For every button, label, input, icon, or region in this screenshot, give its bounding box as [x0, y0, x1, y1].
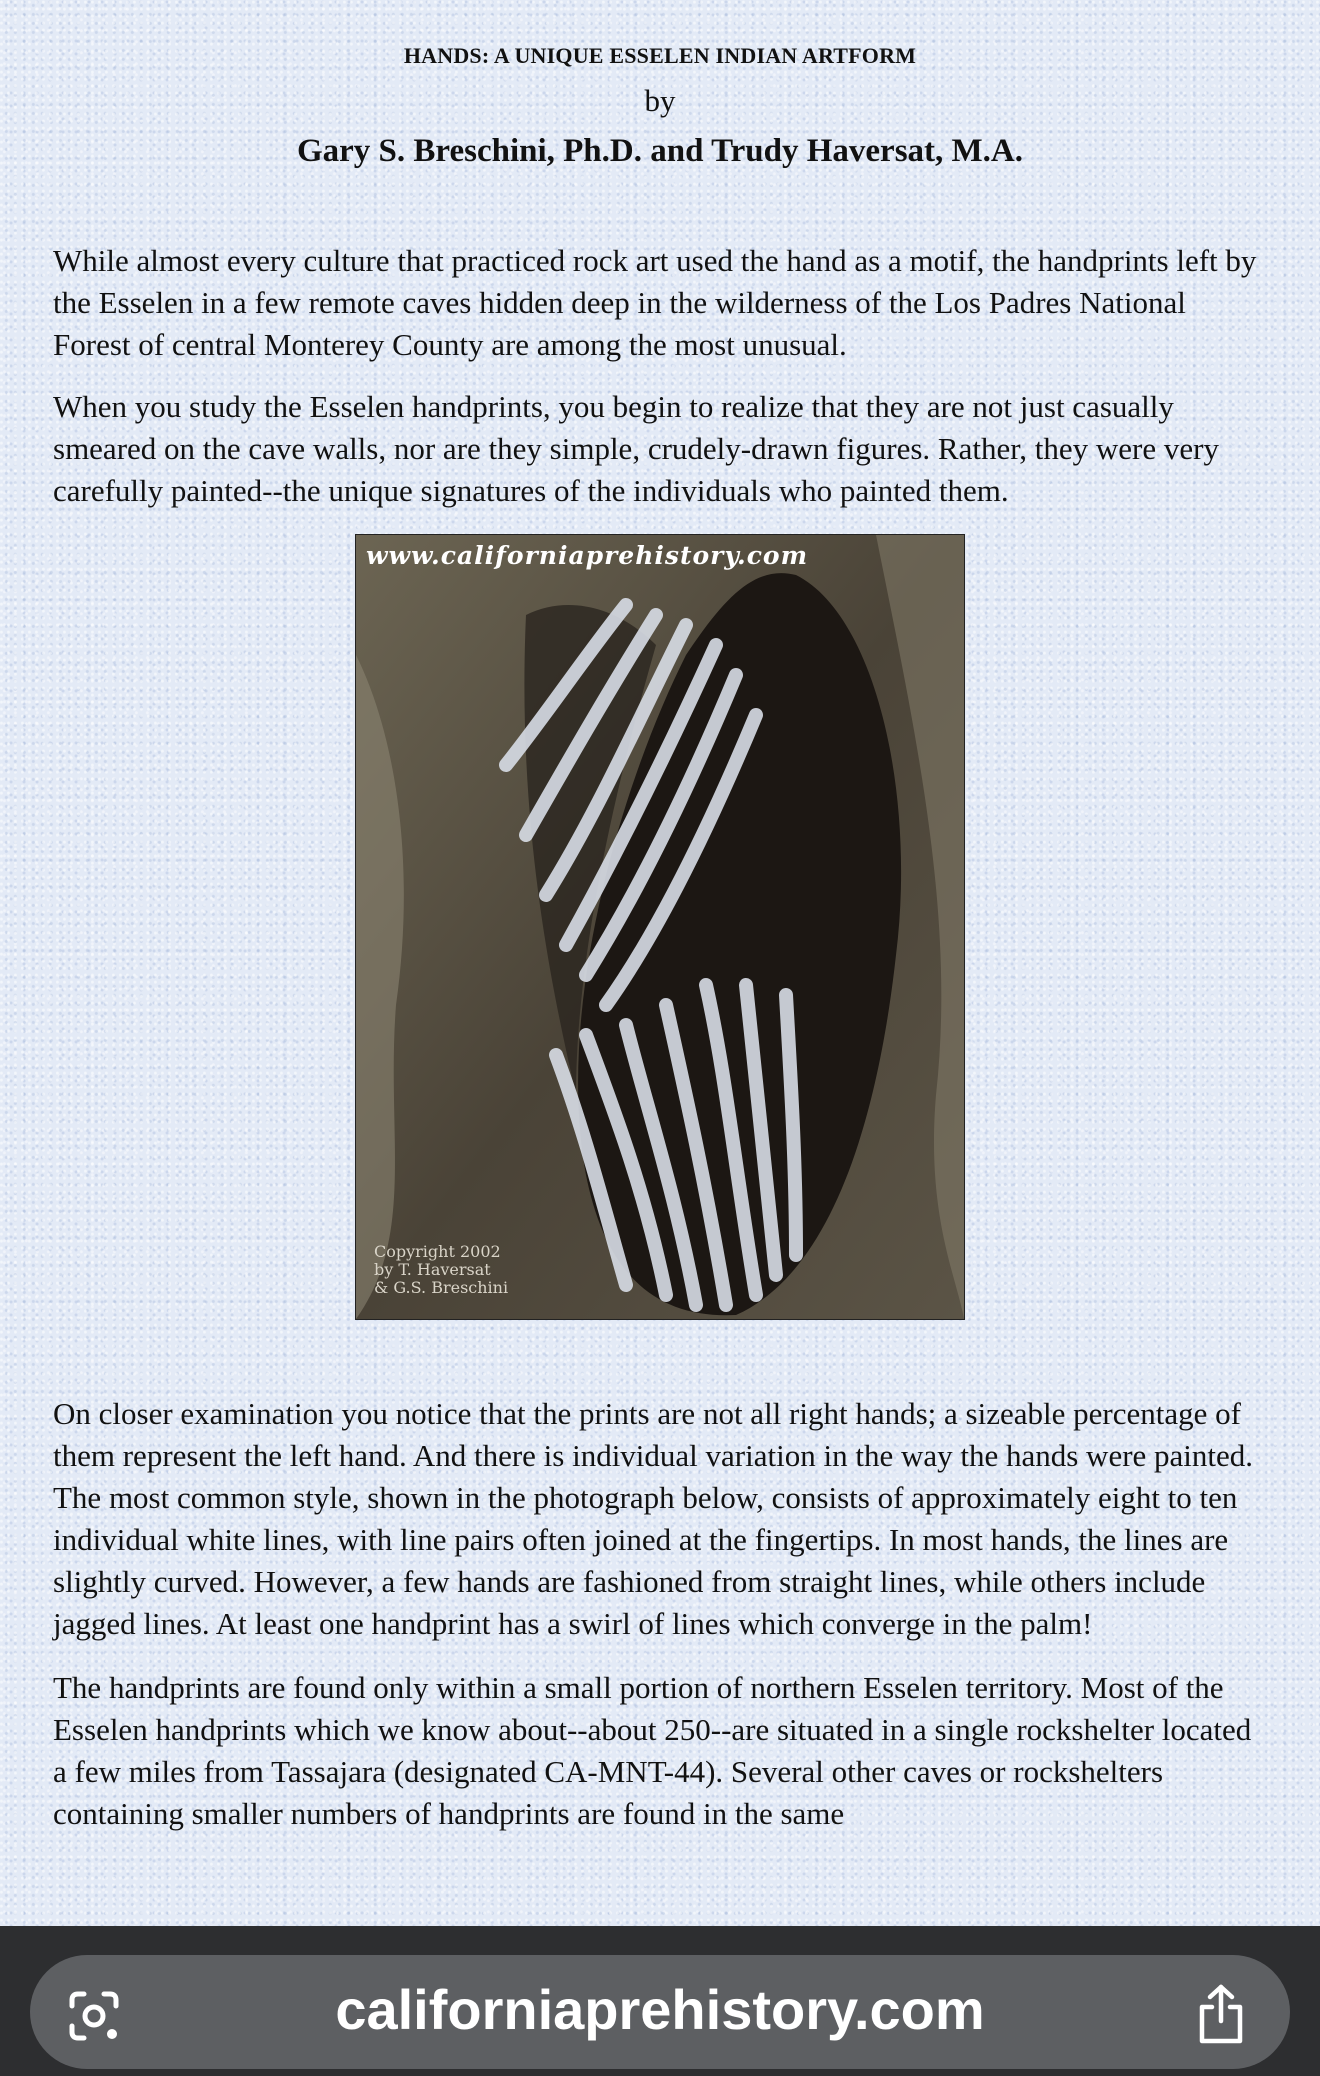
photo-copyright: Copyright 2002 by T. Haversat & G.S. Breschini — [374, 1242, 509, 1297]
handprint-photo — [355, 534, 965, 1320]
article — [53, 0, 1267, 1835]
paragraph: On closer examination you notice that the prints are not all right hands; a sizeable percentage of them represent the left hand. And there is individual variation in the way the hands were painted. The most common style, shown in the photograph below, consists of approximately eight to ten individual white lines, with line pairs often joined at the fingertips. In most hands, the lines are slightly curved. However, a few hands are fashioned from straight lines, while others include jagged lines. At least one handprint has a swirl of lines which converge in the palm! — [53, 1396, 1254, 1641]
paragraph: When you study the Esselen handprints, you begin to realize that they are not just casually smeared on the cave walls, nor are they simple, crudely-drawn figures. Rather, they were very carefully painted--the unique signatures of the individuals who painted them. — [53, 389, 1219, 508]
rock-art-image — [356, 535, 964, 1319]
article-title: HANDS: A UNIQUE ESSELEN INDIAN ARTFORM — [403, 43, 917, 68]
paragraph: While almost every culture that practiced rock art used the hand as a motif, the handprints left by the Esselen in a few remote caves hidden deep in the wilderness of the Los Padres National Forest of central Monterey County are among the most unusual. — [53, 243, 1257, 362]
url-text[interactable]: californiaprehistory.com — [335, 1978, 985, 2041]
paragraph: The handprints are found only within a small portion of northern Esselen territory. Most of the Esselen handprints which we know about--about 250--are situated in a single rockshelter located a few miles from Tassajara (designated CA-MNT-44). Several other caves or rockshelters containing smaller numbers of handprints are found in the same — [53, 1670, 1252, 1831]
address-bar[interactable] — [30, 1955, 1290, 2069]
share-icon[interactable] — [1192, 1983, 1250, 2045]
authors: Gary S. Breschini, Ph.D. and Trudy Haversat, M.A. — [296, 133, 1024, 169]
byline: by — [644, 83, 676, 118]
photo-watermark: www.californiaprehistory.com — [366, 541, 809, 570]
browser-toolbar — [0, 1926, 1320, 2076]
